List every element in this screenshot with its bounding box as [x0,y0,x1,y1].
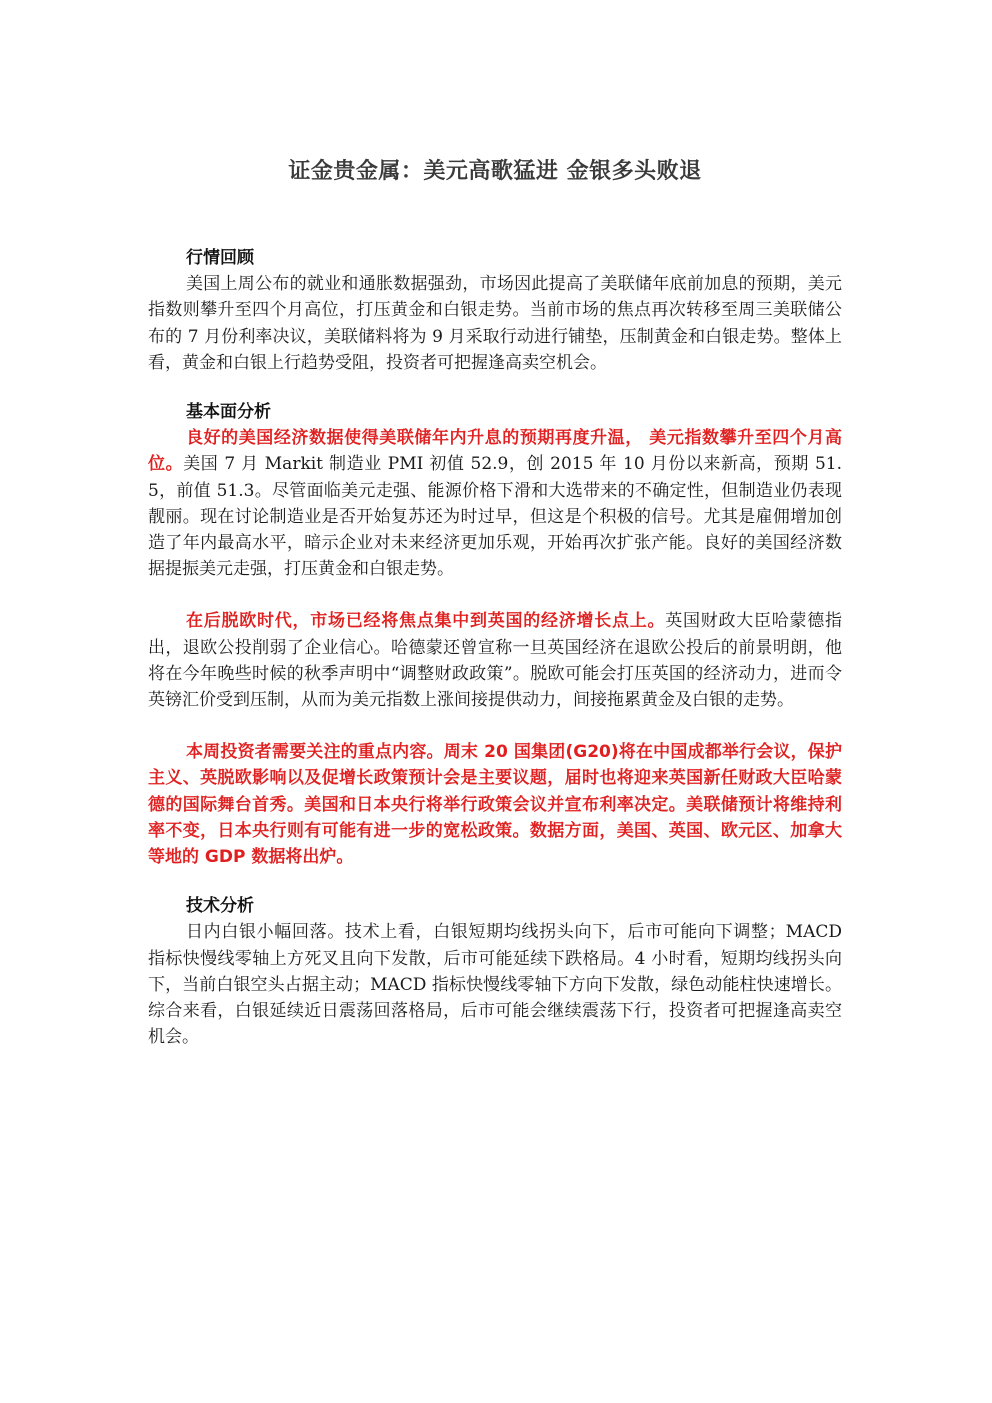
technical-paragraph: 日内白银小幅回落。技术上看，白银短期均线拐头向下，后市可能向下调整；MACD 指标快慢线零轴上方死叉且向下发散，后市可能延续下跌格局。4 小时看，短期均线拐头向下，当前白银空头占据主动；MACD 指标快慢线零轴下方向下发散，绿色动能柱快速增长。综合来看，白银延续近日震荡回落格局，后市可能会继续震荡下行，投资者可把握逢高卖空机会。 [148,922,842,1048]
fundamental-paragraph-2 [148,608,842,713]
section-market-review [148,245,842,376]
paragraph-text: 美国 7 月 Markit 制造业 PMI 初值 52.9，创 2015 年 10 月份以来新高，预期 51.5，前值 51.3。尽管面临美元走强、能源价格下滑和大选带来的不确定性，但制造业仍表现靓丽。现在讨论制造业是否开始复苏还为时过早，但这是个积极的信号。尤其是雇佣增加创造了年内最高水平，暗示企业对未来经济更加乐观，开始再次扩张产能。良好的美国经济数据提振美元走强，打压黄金和白银走势。 [148,454,842,580]
document-title: 证金贵金属：美元高歌猛进 金银多头败退 [288,159,702,184]
section-heading-fundamental: 基本面分析 [186,402,271,423]
section-fundamental-analysis [148,399,842,870]
section-technical-analysis [148,893,842,1050]
review-paragraph: 美国上周公布的就业和通胀数据强劲，市场因此提高了美联储年底前加息的预期，美元指数则攀升至四个月高位，打压黄金和白银走势。当前市场的焦点再次转移至周三美联储公布的 7 月份利率决议，美联储料将为 9 月采取行动进行铺垫，压制黄金和白银走势。整体上看，黄金和白银上行趋势受阻，投资者可把握逢高卖空机会。 [148,274,842,373]
highlight-text: 在后脱欧时代，市场已经将焦点集中到英国的经济增长点上。 [186,611,666,632]
fundamental-paragraph-3: 本周投资者需要关注的重点内容。周末 20 国集团(G20)将在中国成都举行会议，保护主义、英脱欧影响以及促增长政策预计会是主要议题，届时也将迎来英国新任财政大臣哈蒙德的国际舞台首秀。美国和日本央行将举行政策会议并宣布利率决定。美联储预计将维持利率不变，日本央行则有可能有进一步的宽松政策。数据方面，美国、英国、欧元区、加拿大等地的 GDP 数据将出炉。 [148,742,842,868]
paragraph-text: 英国财政大臣哈蒙德指出，退欧公投削弱了企业信心。哈德蒙还曾宣称一旦英国经济在退欧公投后的前景明朗，他将在今年晚些时候的秋季声明中“调整财政政策”。脱欧可能会打压英国的经济动力，进而令英镑汇价受到压制，从而为美元指数上涨间接提供动力，间接拖累黄金及白银的走势。 [148,611,842,711]
section-heading-technical: 技术分析 [186,896,254,917]
highlight-text: 良好的美国经济数据使得美联储年内升息的预期再度升温， 美元指数攀升至四个月高位。 [148,428,842,475]
document-body [148,245,842,1050]
fundamental-paragraph-1 [148,425,842,582]
section-heading-review: 行情回顾 [186,248,254,268]
